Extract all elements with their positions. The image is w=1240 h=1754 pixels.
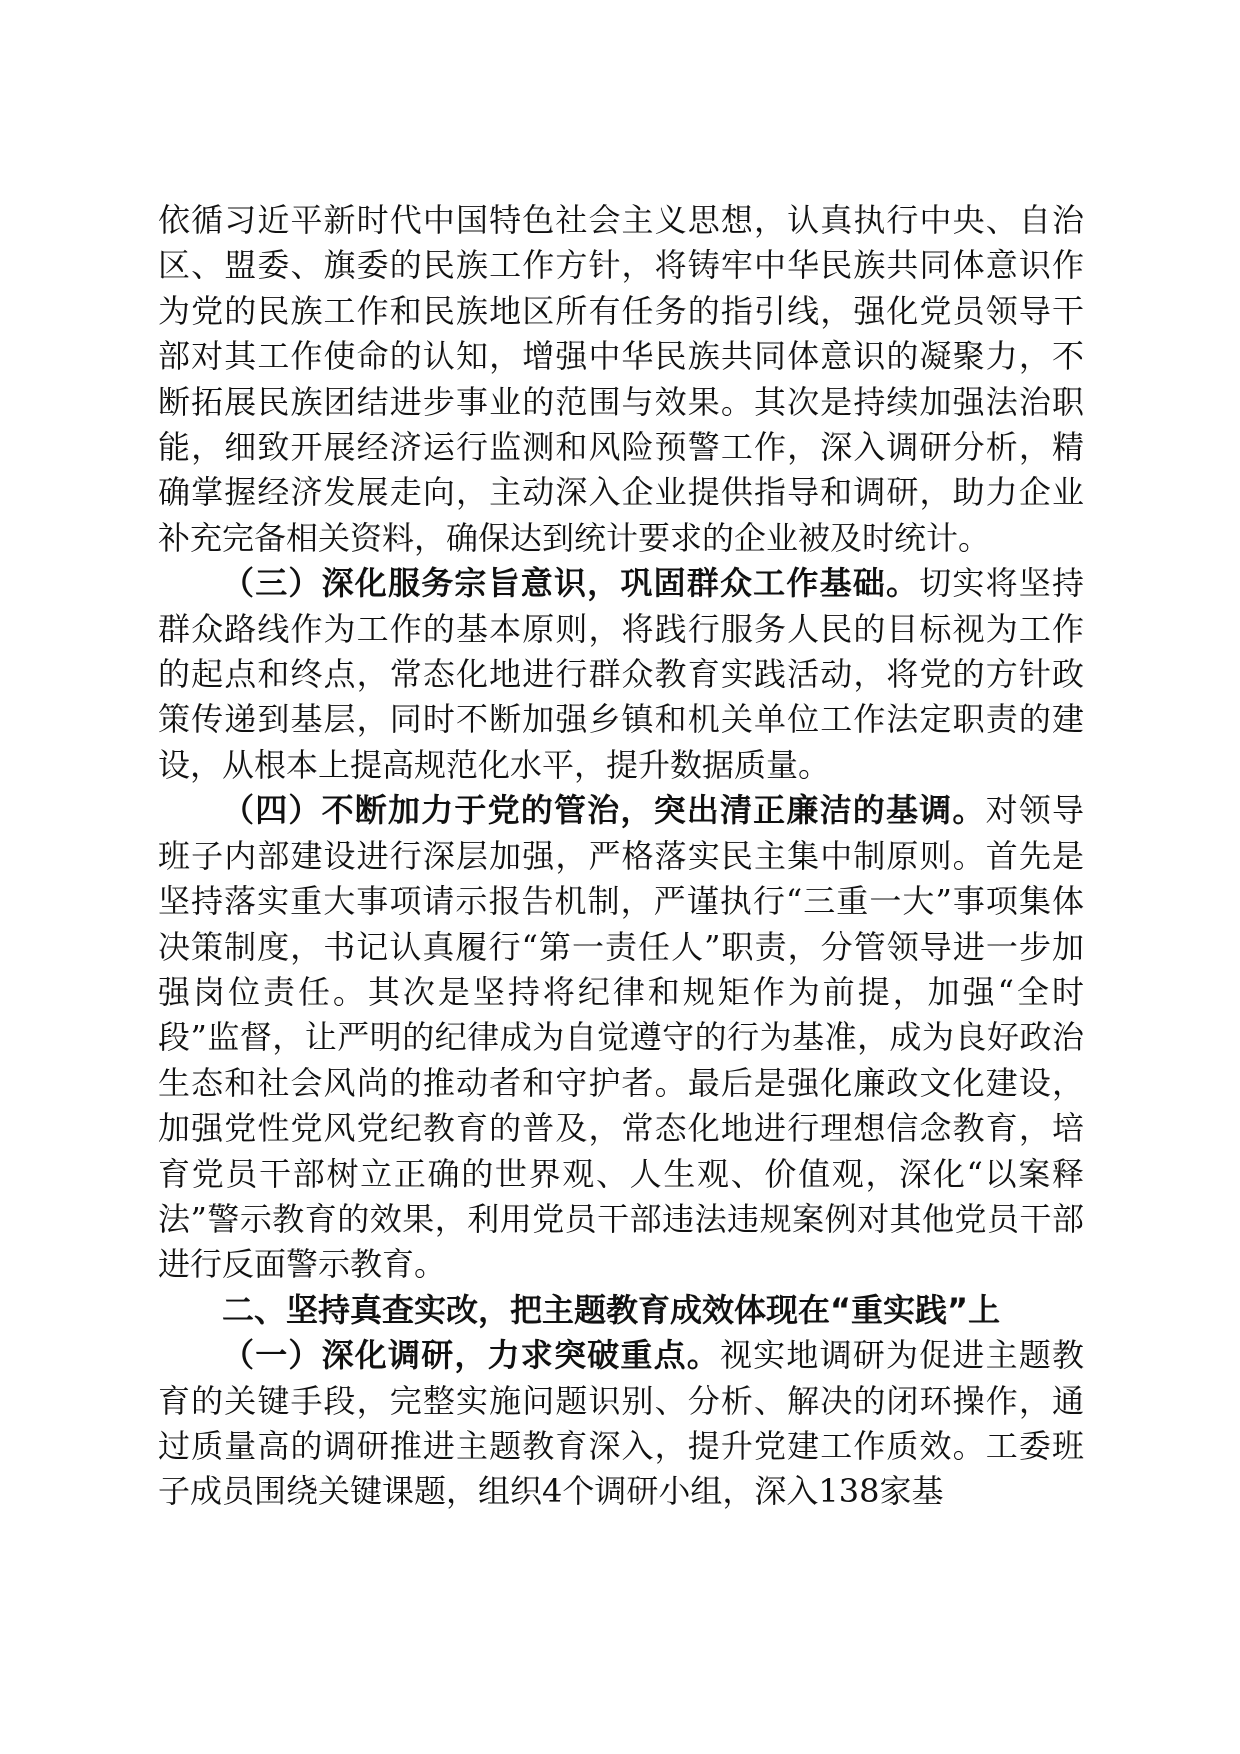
section-heading: 二、坚持真查实改，把主题教育成效体现在“重实践”上 bbox=[222, 1290, 1001, 1329]
paragraph-section-3 bbox=[158, 561, 1084, 788]
paragraph-subsection-1 bbox=[158, 1333, 1084, 1515]
document-page bbox=[158, 198, 1084, 1515]
paragraph-text: 切实将坚持群众路线作为工作的基本原则，将践行服务人民的目标视为工作的起点和终点，常态化地进行群众教育实践活动，将党的方针政策传递到基层，同时不断加强乡镇和机关单位工作法定职责的建设，从根本上提高规范化水平，提升数据质量。 bbox=[158, 564, 1084, 784]
paragraph-lead: （四）不断加力于党的管治，突出清正廉洁的基调。 bbox=[222, 791, 986, 830]
paragraph-section-4 bbox=[158, 788, 1084, 1287]
paragraph-lead: （三）深化服务宗旨意识，巩固群众工作基础。 bbox=[222, 564, 920, 603]
paragraph-lead: （一）深化调研，力求突破重点。 bbox=[222, 1336, 720, 1375]
paragraph-text: 视实地调研为促进主题教育的关键手段，完整实施问题识别、分析、解决的闭环操作，通过质量高的调研推进主题教育深入，提升党建工作质效。工委班子成员围绕关键课题，组织4个调研小组，深入138家基 bbox=[158, 1336, 1084, 1511]
paragraph-continuation bbox=[158, 198, 1084, 561]
paragraph-text: 依循习近平新时代中国特色社会主义思想，认真执行中央、自治区、盟委、旗委的民族工作方针，将铸牢中华民族共同体意识作为党的民族工作和民族地区所有任务的指引线，强化党员领导干部对其工作使命的认知，增强中华民族共同体意识的凝聚力，不断拓展民族团结进步事业的范围与效果。其次是持续加强法治职能，细致开展经济运行监测和风险预警工作，深入调研分析，精确掌握经济发展走向，主动深入企业提供指导和调研，助力企业补充完备相关资料，确保达到统计要求的企业被及时统计。 bbox=[158, 201, 1084, 557]
paragraph-text: 对领导班子内部建设进行深层加强，严格落实民主集中制原则。首先是坚持落实重大事项请示报告机制，严谨执行“三重一大”事项集体决策制度，书记认真履行“第一责任人”职责，分管领导进一步加强岗位责任。其次是坚持将纪律和规矩作为前提，加强“全时段”监督，让严明的纪律成为自觉遵守的行为基准，成为良好政治生态和社会风尚的推动者和守护者。最后是强化廉政文化建设，加强党性党风党纪教育的普及，常态化地进行理想信念教育，培育党员干部树立正确的世界观、人生观、价值观，深化“以案释法”警示教育的效果，利用党员干部违法违规案例对其他党员干部进行反面警示教育。 bbox=[158, 791, 1084, 1284]
